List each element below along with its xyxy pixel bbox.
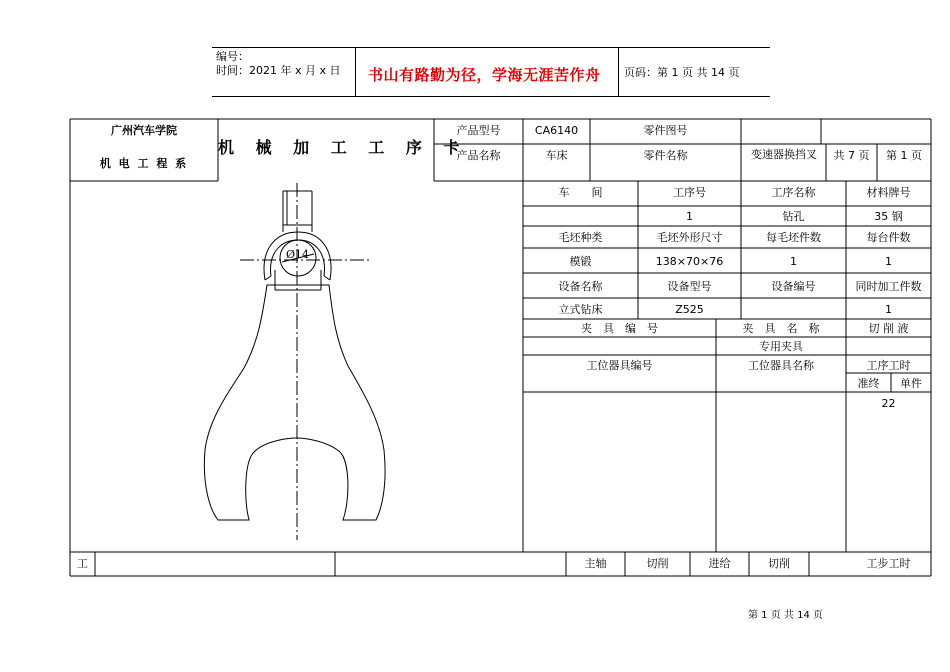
pieces-per-unit-value: 1 [885, 255, 892, 268]
process-no-label: 工序号 [673, 186, 706, 199]
product-name-label: 产品名称 [456, 149, 501, 162]
blank-type-value: 模锻 [569, 255, 592, 268]
simultaneous-value: 1 [885, 303, 892, 316]
equipment-name-value: 立式钻床 [558, 303, 603, 316]
pieces-per-unit-label: 每台件数 [866, 231, 911, 244]
bottom-cutting1-label: 切削 [646, 557, 669, 570]
department-name: 机 电 工 程 系 [99, 157, 189, 170]
bottom-feed-label: 进给 [708, 557, 731, 570]
equipment-no-label: 设备编号 [771, 280, 816, 293]
pieces-per-blank-label: 每毛坯件数 [766, 231, 821, 244]
product-name-value: 车床 [545, 149, 568, 162]
material-label: 材料牌号 [866, 186, 911, 199]
card-title: 机 械 加 工 工 序 卡 [218, 138, 468, 157]
equipment-model-value: Z525 [675, 303, 704, 316]
process-time-label: 工序工时 [866, 359, 911, 372]
unit-time-label: 单件 [900, 377, 922, 390]
product-model-label: 产品型号 [456, 124, 501, 137]
bottom-spindle-label: 主轴 [584, 557, 607, 570]
page-number: 第 1 页 [886, 149, 922, 162]
part-name-label: 零件名称 [643, 149, 688, 162]
equipment-model-label: 设备型号 [667, 280, 712, 293]
material-value: 35 钢 [874, 210, 903, 223]
page-footer: 第 1 页 共 14 页 [748, 610, 823, 621]
simultaneous-label: 同时加工件数 [855, 280, 922, 293]
blank-size-value: 138×70×76 [655, 255, 724, 268]
fixture-no-label: 夹 具 编 号 [581, 322, 658, 335]
fixture-name-label: 夹 具 名 称 [742, 322, 820, 335]
total-pages: 共 7 页 [833, 149, 870, 162]
school-name: 广州汽车学院 [111, 124, 177, 137]
coolant-label: 切 削 液 [868, 322, 909, 335]
bottom-step-label: 工 [77, 557, 88, 570]
bottom-step-time-label: 工步工时 [866, 557, 911, 570]
header-page-label: 页码：第 1 页 共 14 页 [624, 66, 740, 79]
blank-size-label: 毛坯外形尺寸 [656, 231, 723, 244]
header-time-label: 时间：2021 年 x 月 x 日 [216, 64, 341, 77]
process-no-value: 1 [686, 210, 693, 223]
hole-dimension-label: Ø14 [286, 248, 310, 261]
process-name-label: 工序名称 [771, 186, 816, 199]
blank-type-label: 毛坯种类 [558, 231, 603, 244]
station-tool-no-label: 工位器具编号 [586, 359, 653, 372]
product-model-value: CA6140 [534, 124, 579, 137]
header-number-label: 编号： [216, 50, 249, 63]
prep-time-label: 准终 [857, 377, 880, 390]
part-name-value: 变速器换挡叉 [751, 148, 817, 161]
fork-outline [204, 285, 385, 520]
workshop-label: 车 间 [558, 186, 603, 199]
header-motto: 书山有路勤为径，学海无涯苦作舟 [368, 66, 601, 84]
part-drawing-no-label: 零件图号 [643, 124, 688, 137]
pieces-per-blank-value: 1 [790, 255, 797, 268]
unit-time-value: 22 [881, 397, 896, 410]
fixture-name-value: 专用夹具 [759, 340, 803, 353]
bottom-cutting2-label: 切削 [768, 557, 790, 570]
process-name-value: 钻孔 [782, 210, 805, 223]
equipment-name-label: 设备名称 [558, 280, 603, 293]
station-tool-name-label: 工位器具名称 [748, 359, 814, 372]
